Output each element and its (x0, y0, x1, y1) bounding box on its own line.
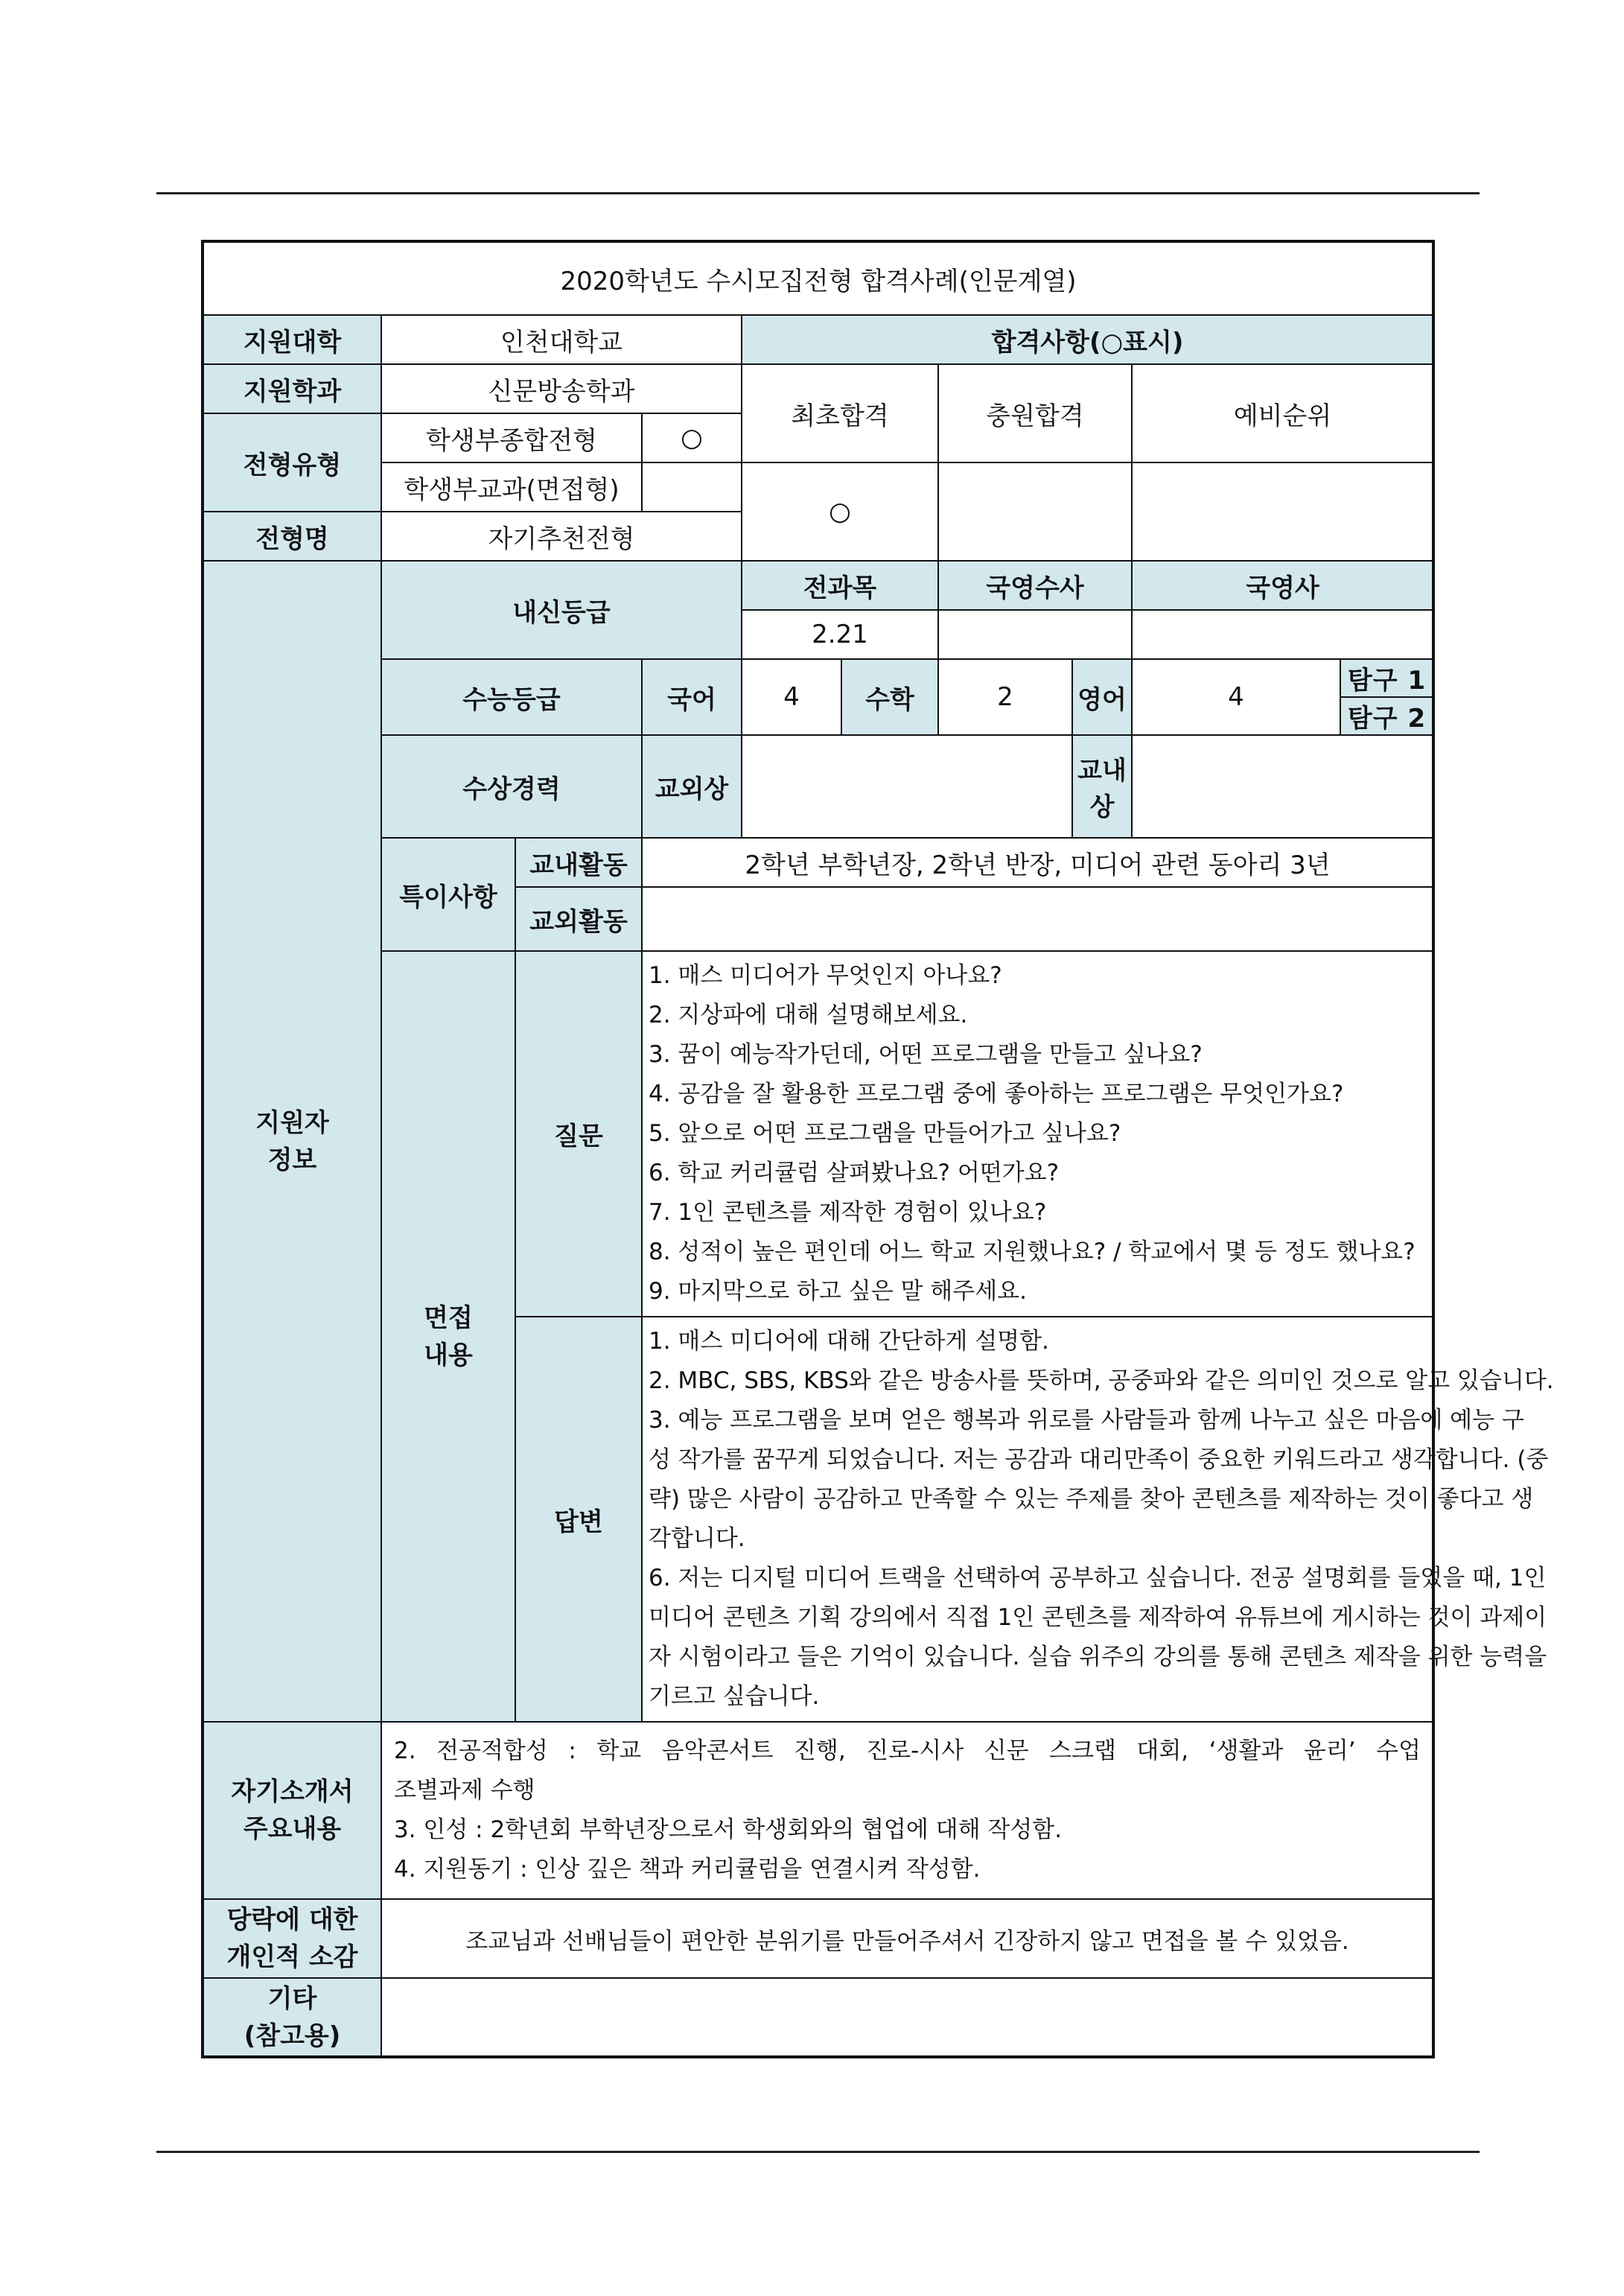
result-header: 합격사항(○표시) (742, 315, 1433, 364)
opinion-value: 조교님과 선배님들이 편안한 분위기를 만들어주셔서 긴장하지 않고 면접을 볼 수 있었음. (381, 1899, 1433, 1978)
label-question: 질문 (515, 951, 642, 1317)
label-special-notes: 특이사항 (381, 838, 515, 951)
answer-line: 기르고 싶습니다. (649, 1683, 820, 1710)
self-intro-list (381, 1722, 1433, 1899)
external-activity-value (642, 887, 1433, 951)
admission-name-value: 자기추천전형 (381, 512, 742, 561)
question-item: 9. 마지막으로 하고 싶은 말 해주세요. (649, 1278, 1027, 1305)
label-csat: 수능등급 (381, 659, 642, 735)
label-kems: 국영수사 (938, 561, 1132, 610)
type-option2: 학생부교과(면접형) (381, 462, 642, 512)
math-grade: 2 (938, 659, 1072, 735)
result-waitlist-mark (1132, 462, 1433, 561)
label-external-award: 교외상 (642, 735, 742, 838)
label-opinion (203, 1899, 381, 1978)
label-internal-activity: 교내활동 (515, 838, 642, 887)
question-item: 2. 지상파에 대해 설명해보세요. (649, 1002, 968, 1028)
label-english: 영어 (1072, 659, 1132, 735)
self-intro-line1: 자기소개서 (231, 1777, 354, 1807)
english-grade: 4 (1132, 659, 1340, 735)
answer-line: 2. MBC, SBS, KBS와 같은 방송사를 뜻하며, 공중파와 같은 의미인 것으로 알고 있습니다. (649, 1367, 1554, 1394)
etc-line2: (참고용) (243, 2020, 341, 2051)
label-korean: 국어 (642, 659, 742, 735)
self-intro-line2: 주요내용 (243, 1814, 342, 1844)
label-internal-award: 교내상 (1072, 735, 1132, 838)
self-intro-line: 조별과제 수행 (394, 1777, 535, 1804)
label-inquiry2: 탐구 2 (1340, 697, 1433, 735)
interview-line1: 면접 (424, 1303, 473, 1333)
gpa-kems-value (938, 610, 1132, 659)
bottom-rule (156, 2151, 1480, 2153)
self-intro-line: 2. 전공적합성 : 학교 음악콘서트 진행, 진로-시사 신문 스크랩 대회, ‘생활과 윤리’ 수업 (394, 1737, 1421, 1764)
result-additional-mark (938, 462, 1132, 561)
label-kes: 국영사 (1132, 561, 1433, 610)
university-value: 인천대학교 (381, 315, 742, 364)
label-department: 지원학과 (203, 364, 381, 413)
label-answer: 답변 (515, 1317, 642, 1722)
answer-line: 미디어 콘텐츠 기획 강의에서 직접 1인 콘텐츠를 제작하여 유튜브에 게시하는 것이 과제이 (649, 1604, 1547, 1631)
department-value: 신문방송학과 (381, 364, 742, 413)
label-math: 수학 (841, 659, 938, 735)
answer-line: 각합니다. (649, 1525, 745, 1552)
question-item: 1. 매스 미디어가 무엇인지 아나요? (649, 962, 1002, 989)
label-applicant-info (203, 561, 381, 1722)
answer-line: 자 시험이라고 들은 기억이 있습니다. 실습 위주의 강의를 통해 콘텐츠 제작을 위한 능력을 (649, 1644, 1547, 1670)
question-item: 7. 1인 콘텐츠를 제작한 경험이 있나요? (649, 1199, 1047, 1226)
label-self-intro (203, 1722, 381, 1899)
page-title: 2020학년도 수시모집전형 합격사례(인문계열) (203, 241, 1433, 315)
type-option1: 학생부종합전형 (381, 413, 642, 462)
applicant-info-line2: 정보 (267, 1145, 317, 1175)
gpa-kes-value (1132, 610, 1433, 659)
label-all-subjects: 전과목 (742, 561, 938, 610)
label-admission-type: 전형유형 (203, 413, 381, 512)
applicant-info-line1: 지원자 (255, 1107, 329, 1138)
label-interview (381, 951, 515, 1722)
question-item: 4. 공감을 잘 활용한 프로그램 중에 좋아하는 프로그램은 무엇인가요? (649, 1081, 1344, 1107)
etc-line1: 기타 (267, 1983, 317, 2014)
result-first: 최초합격 (742, 364, 938, 462)
question-item: 5. 앞으로 어떤 프로그램을 만들어가고 싶나요? (649, 1120, 1121, 1147)
answer-line: 1. 매스 미디어에 대해 간단하게 설명함. (649, 1328, 1049, 1355)
self-intro-line: 4. 지원동기 : 인상 깊은 책과 커리큘럼을 연결시켜 작성함. (394, 1856, 981, 1883)
gpa-all-value: 2.21 (742, 610, 938, 659)
label-external-activity: 교외활동 (515, 887, 642, 951)
label-etc (203, 1978, 381, 2057)
type-option2-mark (642, 462, 742, 512)
label-inquiry1: 탐구 1 (1340, 659, 1433, 697)
answer-line: 성 작가를 꿈꾸게 되었습니다. 저는 공감과 대리만족이 중요한 키워드라고 생각합니다. (중 (649, 1446, 1549, 1473)
korean-grade: 4 (742, 659, 841, 735)
external-award-value (742, 735, 1072, 838)
admission-case-table (201, 240, 1554, 2058)
result-waitlist: 예비순위 (1132, 364, 1433, 462)
question-item: 8. 성적이 높은 편인데 어느 학교 지원했나요? / 학교에서 몇 등 정도 했나요? (649, 1238, 1416, 1265)
question-item: 6. 학교 커리큘럼 살펴봤나요? 어떤가요? (649, 1160, 1060, 1186)
answer-line: 6. 저는 디지털 미디어 트랙을 선택하여 공부하고 싶습니다. 전공 설명회를 들었을 때, 1인 (649, 1565, 1547, 1591)
opinion-line2: 개인적 소감 (226, 1942, 358, 1972)
label-gpa: 내신등급 (381, 561, 742, 659)
label-admission-name: 전형명 (203, 512, 381, 561)
self-intro-line: 3. 인성 : 2학년회 부학년장으로서 학생회와의 협업에 대해 작성함. (394, 1816, 1063, 1843)
type-option1-mark: ○ (642, 413, 742, 462)
internal-activity-value: 2학년 부학년장, 2학년 반장, 미디어 관련 동아리 3년 (642, 838, 1433, 887)
answer-line: 3. 예능 프로그램을 보며 얻은 행복과 위로를 사람들과 함께 나누고 싶은 마음에 예능 구 (649, 1407, 1524, 1434)
questions-list (642, 951, 1433, 1317)
interview-line2: 내용 (424, 1340, 473, 1370)
question-item: 3. 꿈이 예능작가던데, 어떤 프로그램을 만들고 싶나요? (649, 1041, 1203, 1068)
opinion-line1: 당락에 대한 (226, 1905, 358, 1935)
answers-list (642, 1317, 1554, 1722)
label-university: 지원대학 (203, 315, 381, 364)
top-rule (156, 192, 1480, 194)
label-awards: 수상경력 (381, 735, 642, 838)
internal-award-value (1132, 735, 1433, 838)
result-additional: 충원합격 (938, 364, 1132, 462)
etc-value (381, 1978, 1433, 2057)
result-first-mark: ○ (742, 462, 938, 561)
answer-line: 략) 많은 사람이 공감하고 만족할 수 있는 주제를 찾아 콘텐츠를 제작하는 것이 좋다고 생 (649, 1486, 1534, 1513)
